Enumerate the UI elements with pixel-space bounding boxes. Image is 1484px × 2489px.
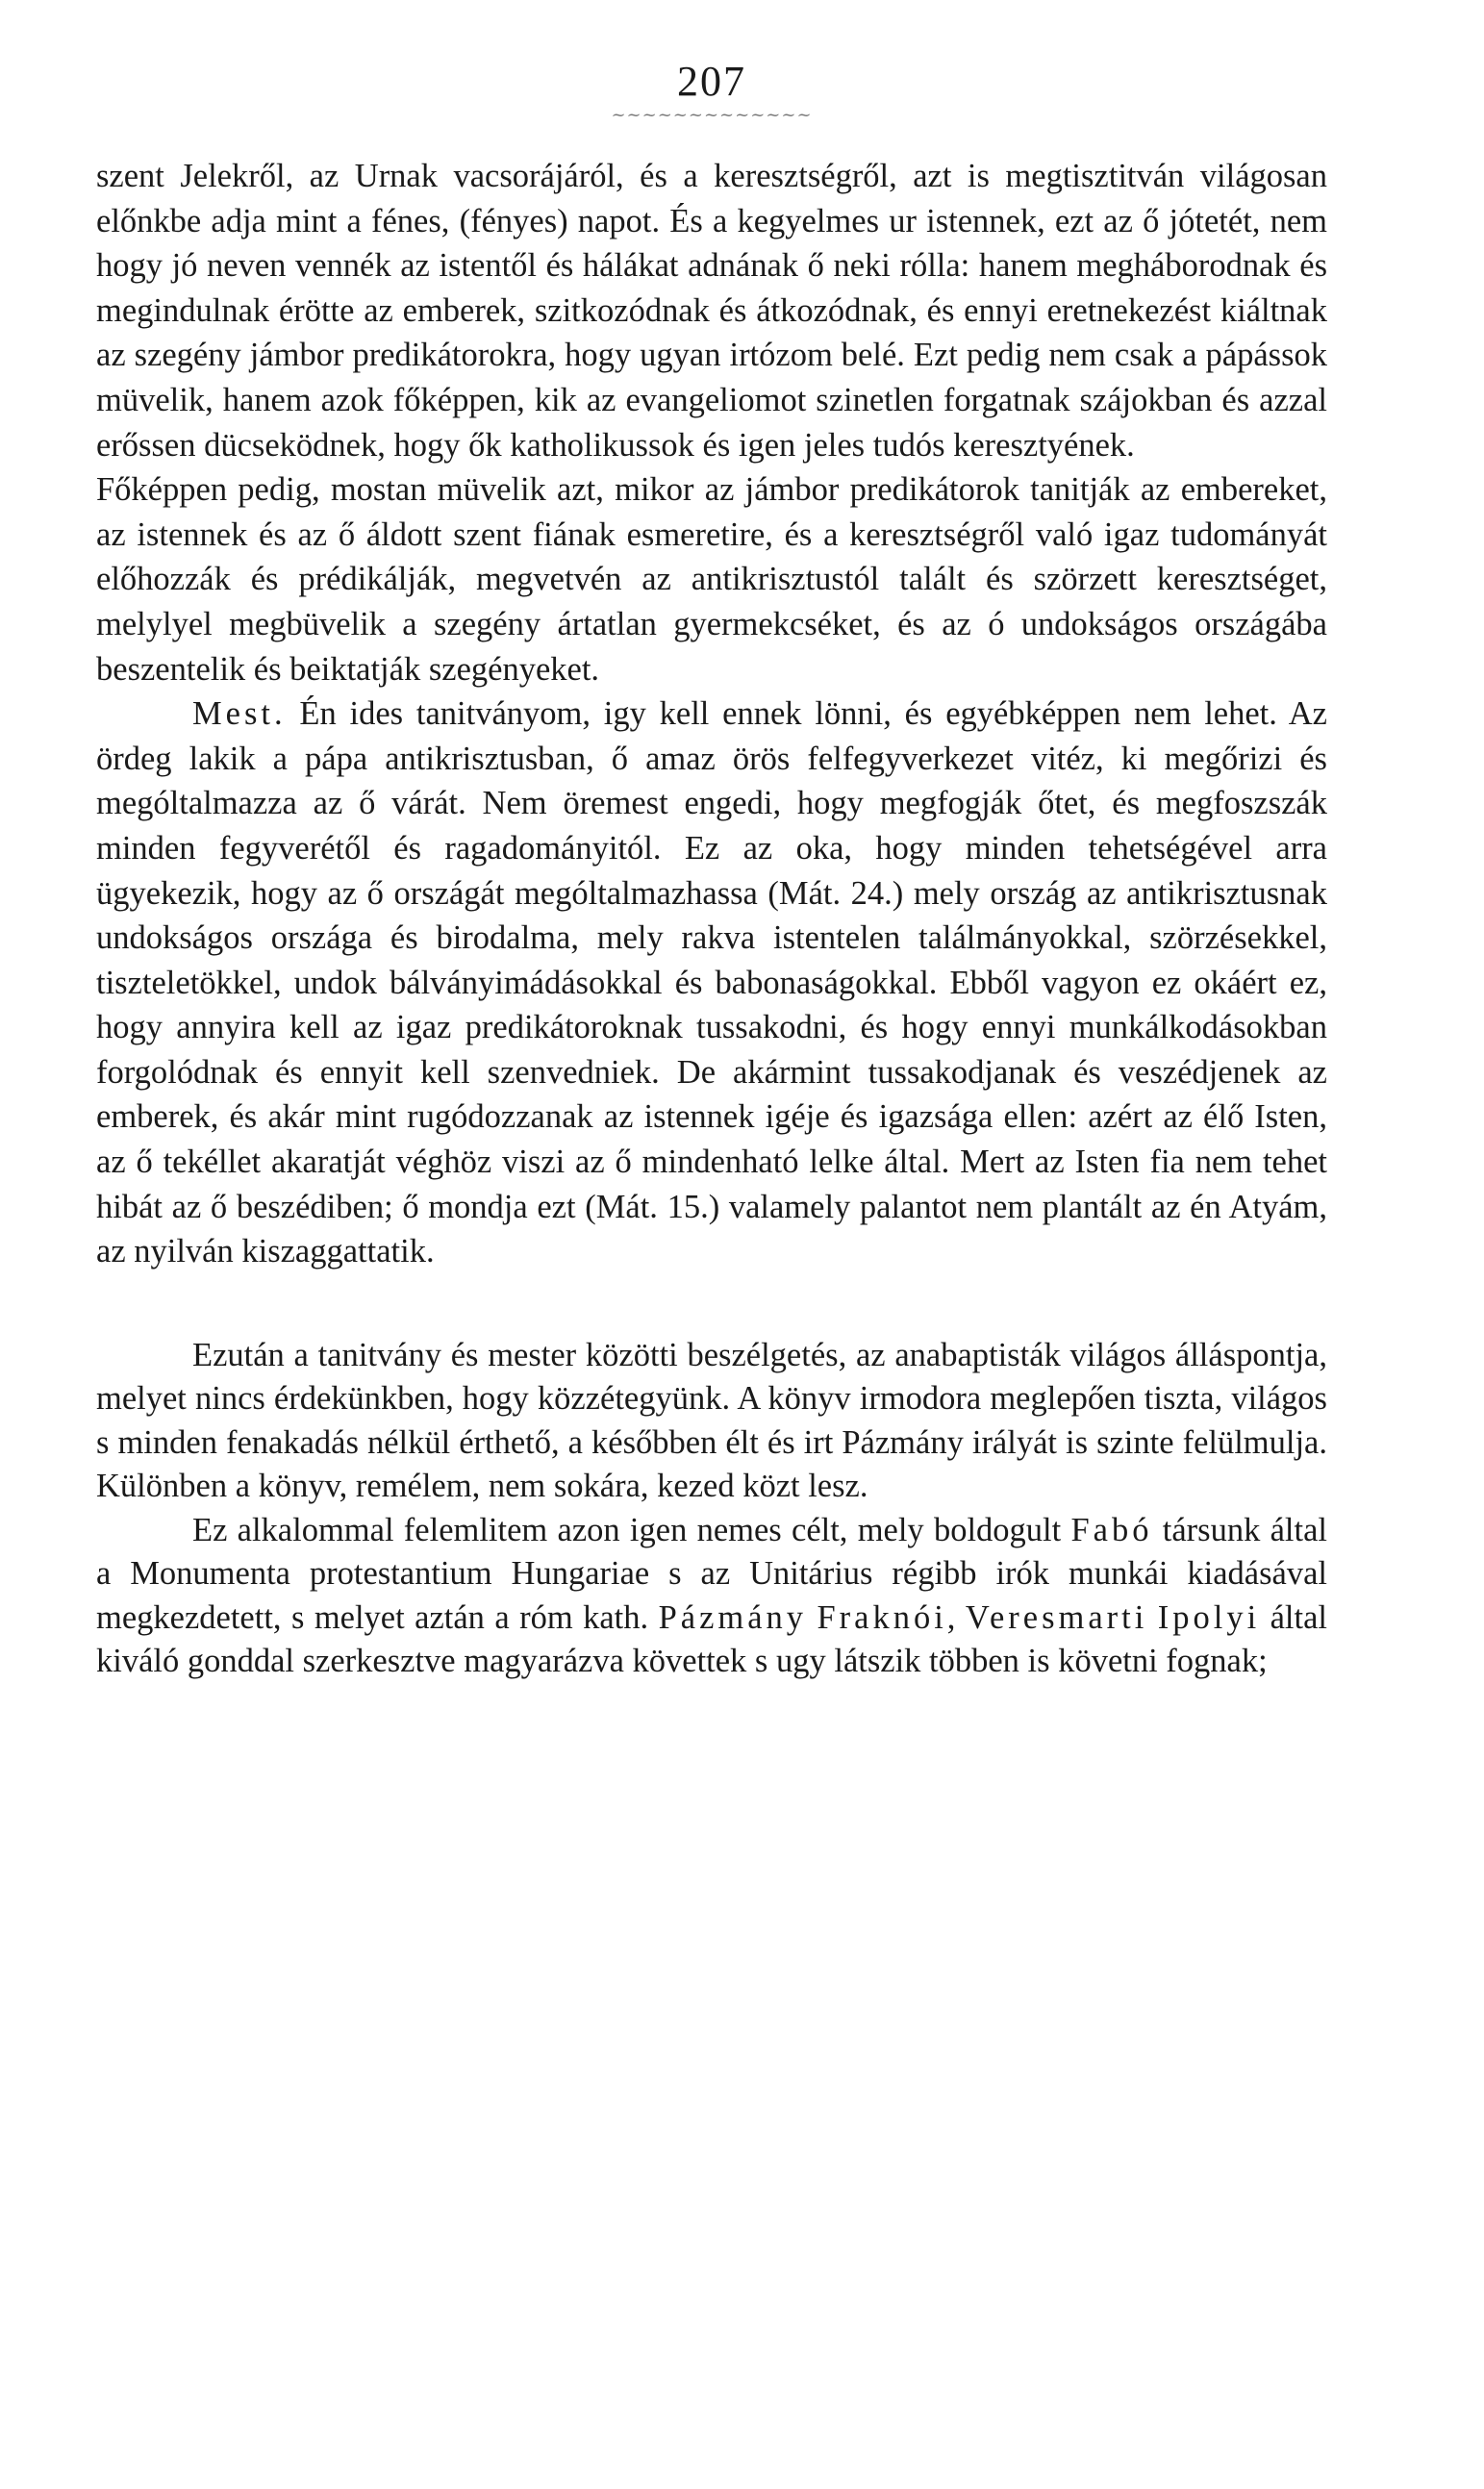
commentary-text-d: , (946, 1598, 966, 1636)
commentary-text-c (807, 1599, 817, 1636)
name-pazmany: Pázmány (658, 1598, 808, 1636)
commentary-paragraph-1: Ezután a tanitvány és mester közötti beszélgetés, az anabaptisták világos álláspontja, melyet nincs érdekünkben, hogy közzétegyünk. A könyv irmodora meglepően tiszta, világos s minden fenakadás nélkül érthető, a későbben élt és irt Pázmány irályát is szinte felülmulja. Különben a könyv, remélem, nem sokára, kezed közt lesz. (96, 1336, 1327, 1505)
page-number-ornament: ~~~~~~~~~~~~~ (611, 105, 813, 125)
name-ipolyi: Ipolyi (1157, 1598, 1261, 1636)
commentary-text-b: társunk által a Monumenta protestantium Hungariae s az Unitárius régibb irók munkái kiadásával megkezdetett, s melyet aztán a róm kath. (96, 1511, 1327, 1636)
commentary-paragraph-2 (96, 1509, 1327, 1684)
commentary-text-e (1147, 1599, 1157, 1636)
quoted-dialogue (96, 154, 1327, 1274)
quote-paragraph-3 (96, 691, 1327, 1274)
name-veresmarti: Veresmarti (965, 1598, 1148, 1636)
name-fraknoi: Fraknói (817, 1598, 947, 1636)
name-fabo: Fabó (1070, 1511, 1153, 1548)
page-number: 207 (677, 58, 746, 105)
quote-paragraph-1: szent Jelekről, az Urnak vacsorájáról, és a keresztségről, azt is megtisztitván világosan előnkbe adja mint a fénes, (fényes) napot. És a kegyelmes ur istennek, ezt az ő jótetét, nem hogy jó neven vennék az istentől és hálákat adnának ő neki rólla: hanem megháborodnak és megindulnak érötte az emberek, szitkozódnak és átkozódnak, és ennyi eretnekezést kiáltnak az szegény jámbor predikátorokra, hogy ugyan irtózom belé. Ezt pedig nem csak a pápássok müvelik, hanem azok főképpen, kik az evangeliomot szinetlen forgatnak szájokban és azzal erőssen dücseködnek, hogy ők katholikussok és igen jeles tudós keresztyének. (96, 158, 1327, 464)
section-gap (96, 1274, 1327, 1334)
commentary-text-a: Ez alkalommal felemlitem azon igen nemes célt, mely boldogult (192, 1511, 1071, 1548)
commentary (96, 1334, 1327, 1684)
speaker-text: Én ides tanitványom, igy kell ennek lönni, és egyébképpen nem lehet. Az ördeg lakik a pápa antikrisztusban, ő amaz örös felfegyverkezet vitéz, ki megőrizi és mególtalmazza az ő várát. Nem öremest engedi, hogy megfogják őtet, és megfoszszák minden fegyverétől és ragadományitól. Ez az oka, hogy minden tehetségével arra ügyekezik, hogy az ő országát mególtalmazhassa (Mát. 24.) mely ország az antikrisztusnak undokságos országa és birodalma, mely rakva istentelen találmányokkal, szörzésekkel, tiszteletökkel, undok bálványimádásokkal és babonaságokkal. Ebből vagyon ez okáért ez, hogy annyira kell az igaz predikátoroknak tussakodni, és hogy ennyi munkálkodásokban forgolódnak és ennyit kell szenvedniek. De akármint tussakodjanak és veszédjenek az emberek, és akár mint rugódozzanak az istennek igéje és igazsága ellen: azért az élő Isten, az ő tekéllet akaratját véghöz viszi az ő mindenható lelke által. Mert az Isten fia nem tehet hibát az ő beszédiben; ő mondja ezt (Mát. 15.) valamely palantot nem plantált az én Atyám, az nyilván kiszaggattatik. (96, 695, 1327, 1270)
commentary-text-f: által kiváló gonddal szerkesztve magyarázva követtek s ugy látszik többen is követni fognak; (96, 1598, 1327, 1680)
quote-paragraph-2: Főképpen pedig, mostan müvelik azt, mikor az jámbor predikátorok tanitják az embereket, az istennek és az ő áldott szent fiának esmeretire, és a keresztségről való igaz tudományát előhozzák és prédikálják, megvetvén az antikrisztustól talált és szörzett keresztséget, melylyel megbüvelik a szegény ártatlan gyermekcséket, és az ó undokságos országába beszentelik és beiktatják szegényeket. (96, 471, 1327, 688)
speaker-label: Mest. (192, 695, 287, 733)
book-page (96, 58, 1327, 2404)
